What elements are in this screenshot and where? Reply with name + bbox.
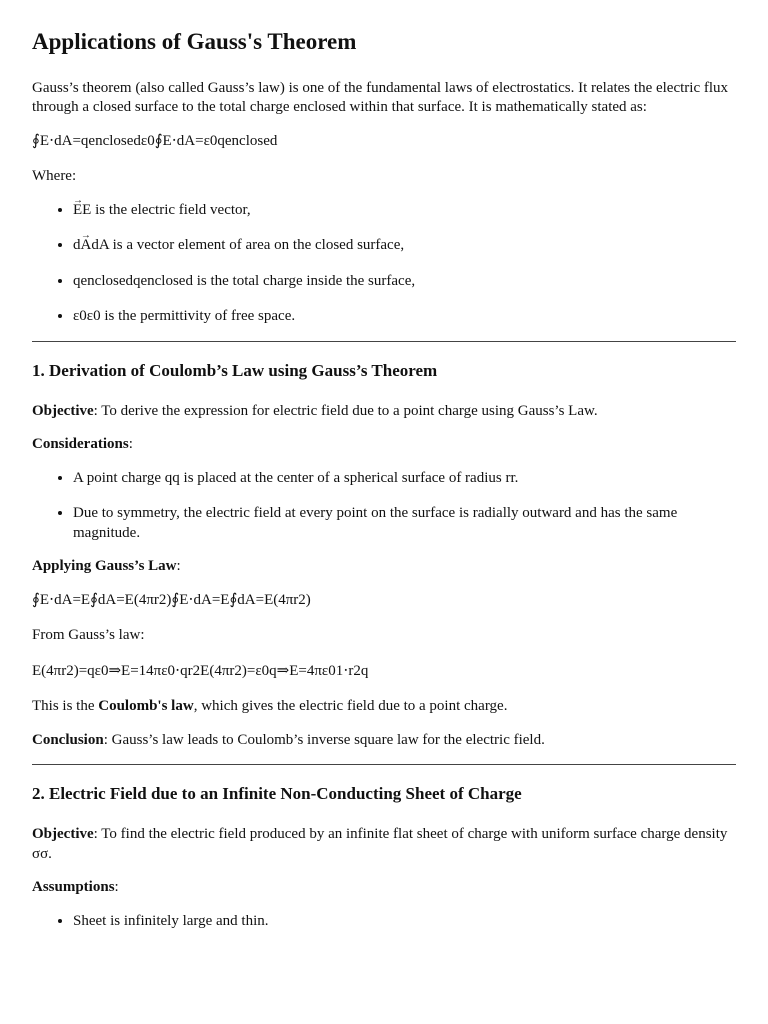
formula-part: ⋅dA <box>48 132 73 149</box>
considerations-paragraph <box>32 435 736 455</box>
conclusion-text: : Gauss’s law leads to Coulomb’s inverse square law for the electric field. <box>103 731 545 748</box>
applying-label: Applying Gauss’s Law <box>32 558 177 575</box>
statement-text: This is the <box>32 698 99 715</box>
from-gauss-label: From Gauss’s law: <box>32 627 145 644</box>
formula-part: =qenclosedε0∮E⋅dA=ε0qenclosed <box>72 132 278 149</box>
definitions-list <box>32 201 736 327</box>
conclusion-label: Conclusion <box>32 731 104 748</box>
formula-part: ∮E <box>32 591 49 608</box>
gauss-law-formula <box>32 132 736 152</box>
intro-paragraph: Gauss’s theorem (also called Gauss’s law) is one of the fundamental laws of electrostatics. It relates the electric flux through a closed surface to the total charge enclosed within that surface. It is mathematically stated as: <box>32 79 729 116</box>
vector-symbol: → E <box>73 201 82 221</box>
list-item: • Sheet is infinitely large and thin. <box>73 912 736 932</box>
formula-part: ∮E <box>32 132 49 149</box>
assumptions-paragraph <box>32 878 736 898</box>
coulomb-formula: E(4πr2)=qε0⇒E=14πε0⋅qr2E(4πr2)=ε0q⇒E=4πε01⋅r2q <box>32 662 369 679</box>
section-divider <box>32 341 736 342</box>
list-item: • ε0ε0 is the permittivity of free space. <box>73 307 736 327</box>
objective-text: : To derive the expression for electric field due to a point charge using Gauss’s Law. <box>93 402 598 419</box>
statement-bold: Coulomb's law <box>98 698 194 715</box>
colon: : <box>176 558 181 575</box>
formula-part: ⋅dA <box>48 591 73 608</box>
vector-symbol: → A <box>81 236 92 256</box>
list-item-text: E is the electric field vector, <box>82 201 251 218</box>
assumptions-list <box>32 912 736 932</box>
section-divider <box>32 764 736 765</box>
formula-part: =E∮dA=E(4πr2)∮E⋅dA=E∮dA=E(4πr2) <box>72 591 311 608</box>
assumptions-label: Assumptions <box>32 879 115 896</box>
considerations-label: Considerations <box>32 436 129 453</box>
objective-paragraph <box>32 825 736 864</box>
section-heading: 1. Derivation of Coulomb’s Law using Gauss’s Theorem <box>32 360 438 380</box>
objective-paragraph <box>32 402 736 422</box>
list-item-text: d <box>73 237 81 254</box>
list-item: • A point charge qq is placed at the center of a spherical surface of radius rr. <box>73 469 736 489</box>
colon: : <box>114 879 119 896</box>
list-item: • qenclosedqenclosed is the total charge inside the surface, <box>73 272 736 292</box>
conclusion-paragraph <box>32 731 736 751</box>
objective-text: : To find the electric field produced by an infinite flat sheet of charge with uniform surface charge density σσ. <box>32 826 728 862</box>
coulomb-statement <box>32 697 736 717</box>
applying-paragraph <box>32 557 736 577</box>
objective-label: Objective <box>32 402 94 419</box>
considerations-list <box>32 469 736 544</box>
objective-label: Objective <box>32 826 94 843</box>
flux-formula <box>32 591 736 611</box>
colon: : <box>128 436 133 453</box>
where-label: Where: <box>32 168 77 185</box>
list-item: • Due to symmetry, the electric field at every point on the surface is radially outward and has the same magnitude. <box>73 504 736 543</box>
list-item <box>73 236 736 256</box>
list-item-text: dA is a vector element of area on the closed surface, <box>91 237 405 254</box>
list-item <box>73 201 736 221</box>
statement-text: , which gives the electric field due to a point charge. <box>193 698 508 715</box>
page-title: Applications of Gauss's Theorem <box>32 29 357 54</box>
section-heading: 2. Electric Field due to an Infinite Non-Conducting Sheet of Charge <box>32 784 522 804</box>
